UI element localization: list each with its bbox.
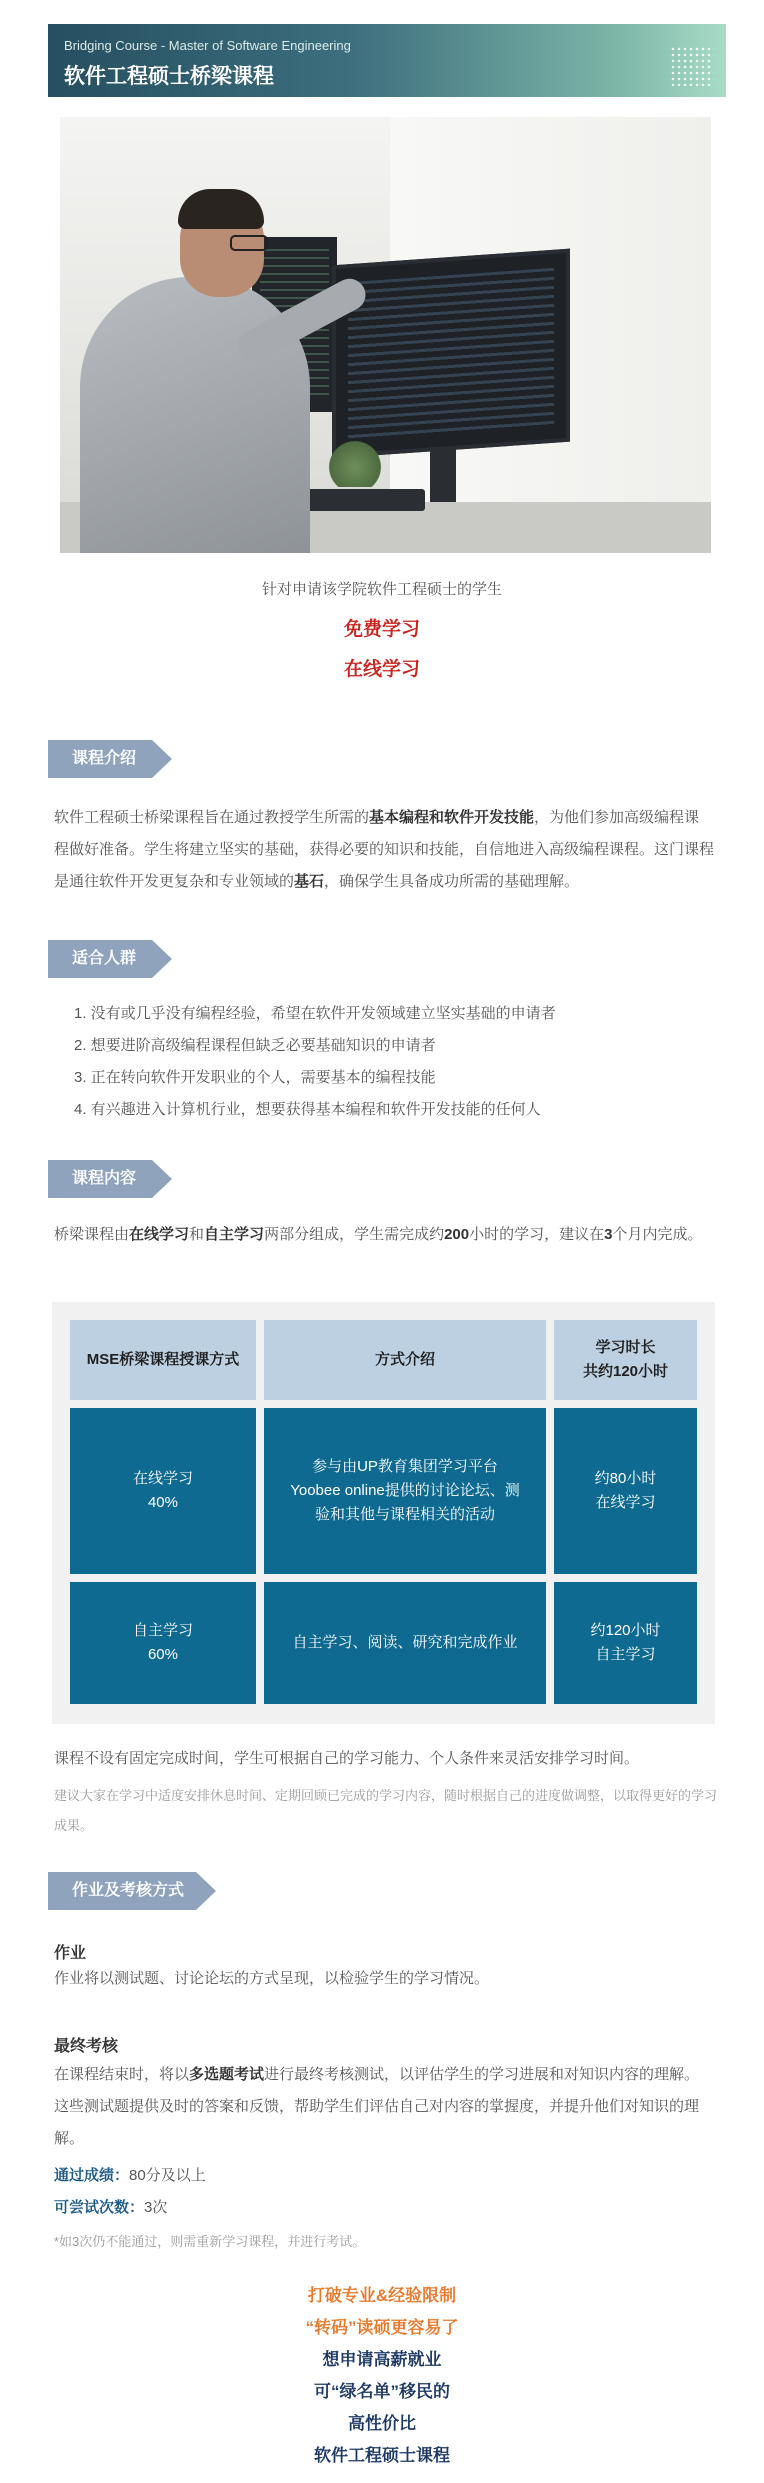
promo-line-5: 高性价比: [348, 2414, 416, 2433]
promo-line-1: 打破专业&经验限制: [307, 2286, 457, 2305]
course-intro-paragraph: 软件工程硕士桥梁课程旨在通过教授学生所需的基本编程和软件开发技能，为他们参加高级编程课程做好准备。学生将建立坚实的基础，获得必要的知识和技能，自信地进入高级编程课程。这门课程是通往软件开发更复杂和专业领域的基石，确保学生具备成功所需的基础理解。: [54, 809, 715, 890]
table-cell: 参与由UP教育集团学习平台 Yoobee online提供的讨论论坛、测 验和其他与课程相关的活动: [264, 1408, 546, 1574]
promo-line-3: 想申请高薪就业: [322, 2350, 442, 2369]
section-tag-assessment: 作业及考核方式: [48, 1872, 184, 1910]
table-cell: 约80小时 在线学习: [554, 1408, 697, 1574]
free-study-label: 免费学习: [343, 619, 420, 640]
table-header-method: MSE桥梁课程授课方式: [70, 1320, 256, 1400]
flexible-schedule-note: 课程不设有固定完成时间，学生可根据自己的学习能力、个人条件来灵活安排学习时间。: [54, 1750, 640, 1767]
promo-line-4: 可“绿名单”移民的: [314, 2382, 450, 2401]
promo-line-2: “转码”读硕更容易了: [305, 2318, 459, 2337]
main-monitor: [332, 249, 570, 459]
hero-image: [60, 117, 711, 553]
course-structure-table: [52, 1302, 715, 1724]
homework-title: 作业: [54, 1945, 87, 1962]
retake-footnote: *如3次仍不能通过，则需重新学习课程，并进行考试。: [54, 2234, 366, 2249]
person-hair: [178, 189, 264, 229]
table-cell: 约120小时 自主学习: [554, 1582, 697, 1704]
attempts: 可尝试次数：3次: [54, 2199, 168, 2216]
title-banner: [48, 24, 726, 97]
pass-score: 通过成绩：80分及以上: [54, 2167, 206, 2184]
homework-text: 作业将以测试题、讨论论坛的方式呈现，以检验学生的学习情况。: [54, 1970, 490, 1987]
monitor-stand: [430, 447, 456, 507]
dot-pattern-decoration: [670, 46, 714, 86]
banner-subtitle: Bridging Course - Master of Software Engineering: [64, 38, 351, 53]
audience-list: [74, 998, 714, 1126]
table-cell: 自主学习 60%: [70, 1582, 256, 1704]
table-header-description: 方式介绍: [264, 1320, 546, 1400]
list-item: 3. 正在转向软件开发职业的个人，需要基本的编程技能: [74, 1069, 436, 1086]
list-item: 4. 有兴趣进入计算机行业，想要获得基本编程和软件开发技能的任何人: [74, 1101, 541, 1118]
target-audience-line: 针对申请该学院软件工程硕士的学生: [261, 581, 502, 598]
list-item: 2. 想要进阶高级编程课程但缺乏必要基础知识的申请者: [74, 1037, 436, 1054]
section-tag-content: 课程内容: [48, 1160, 136, 1198]
final-exam-title: 最终考核: [54, 2038, 119, 2055]
list-item: 1. 没有或几乎没有编程经验，希望在软件开发领域建立坚实基础的申请者: [74, 1005, 556, 1022]
final-exam-text: 在课程结束时，将以多选题考试进行最终考核测试，以评估学生的学习进展和对知识内容的理解。这些测试题提供及时的答案和反馈，帮助学生们评估自己对内容的掌握度，并提升他们对知识的理解。: [54, 2066, 700, 2147]
glasses: [230, 235, 268, 251]
content-paragraph: 桥梁课程由在线学习和自主学习两部分组成，学生需完成约200小时的学习，建议在3个月内完成。: [54, 1226, 703, 1243]
plant: [325, 437, 385, 487]
section-tag-course-intro: 课程介绍: [48, 740, 136, 778]
online-study-label: 在线学习: [343, 659, 420, 680]
table-cell: 在线学习 40%: [70, 1408, 256, 1574]
banner-title: 软件工程硕士桥梁课程: [64, 65, 274, 88]
section-tag-audience: 适合人群: [48, 940, 136, 978]
promo-line-6: 软件工程硕士课程: [314, 2446, 450, 2465]
table-header-duration: 学习时长 共约120小时: [554, 1320, 697, 1400]
table-cell: 自主学习、阅读、研究和完成作业: [264, 1582, 546, 1704]
study-advice-note: 建议大家在学习中适度安排休息时间、定期回顾已完成的学习内容，随时根据自己的进度做调整，以取得更好的学习成果。: [54, 1788, 718, 1833]
